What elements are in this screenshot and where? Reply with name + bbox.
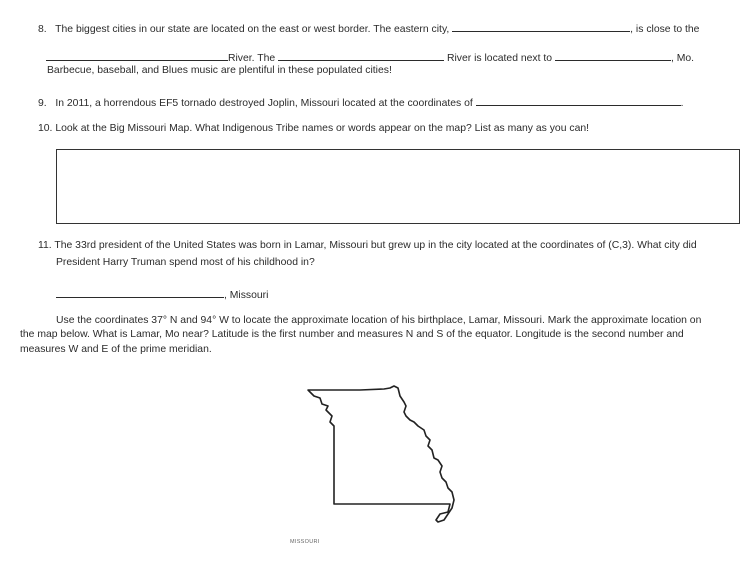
q8-line1-end: , is close to the [630,24,700,35]
q11-city-blank[interactable] [56,286,224,298]
missouri-border [308,386,454,522]
missouri-outline-map[interactable] [300,380,470,530]
q9-text: In 2011, a horrendous EF5 tornado destroyed Joplin, Missouri located at the coordinates of [55,98,473,109]
map-label: MISSOURI [290,539,320,545]
q10-line [38,123,589,134]
q9-coordinates-blank[interactable] [476,94,681,106]
q11-answer-line [56,286,268,301]
q8-number: 8. [38,24,47,35]
q11-line1 [38,240,697,251]
q10-number: 10. [38,123,53,134]
q10-answer-box[interactable] [56,149,740,224]
q8-line3: Barbecue, baseball, and Blues music are plentiful in these populated cities! [47,65,392,76]
q8-city-blank[interactable] [555,49,671,61]
q8-line2 [46,49,694,64]
q8-mid-text: River is located next to [446,53,553,64]
q8-river-blank-2[interactable] [278,49,444,61]
q11-number: 11. [38,240,52,251]
q8-river-text: River. The [228,53,276,64]
q9-number: 9. [38,98,47,109]
q11-answer-suffix: , Missouri [224,290,269,301]
q8-eastern-city-blank[interactable] [452,20,630,32]
q8-river-blank-1[interactable] [46,49,228,61]
q8-line2-end: , Mo. [670,53,695,64]
instructions-line3: measures W and E of the prime meridian. [20,344,212,355]
q9-end: . [680,98,684,109]
q11-text-line1: The 33rd president of the United States was born in Lamar, Missouri but grew up in the city located at the coordinates of (C,3). What city did [54,240,697,251]
q10-text: Look at the Big Missouri Map. What Indigenous Tribe names or words appear on the map? List as many as you can! [55,123,590,134]
q8-text: The biggest cities in our state are located on the east or west border. The eastern city, [55,24,450,35]
q9-line [38,94,684,109]
instructions-line2: the map below. What is Lamar, Mo near? Latitude is the first number and measures N and S of the equator. Longitude is the second number and [20,329,684,340]
q11-line2: President Harry Truman spend most of his childhood in? [56,257,315,268]
q8-line1 [38,20,699,35]
instructions-line1: Use the coordinates 37° N and 94° W to locate the approximate location of his birthplace, Lamar, Missouri. Mark the approximate location on [56,315,702,326]
